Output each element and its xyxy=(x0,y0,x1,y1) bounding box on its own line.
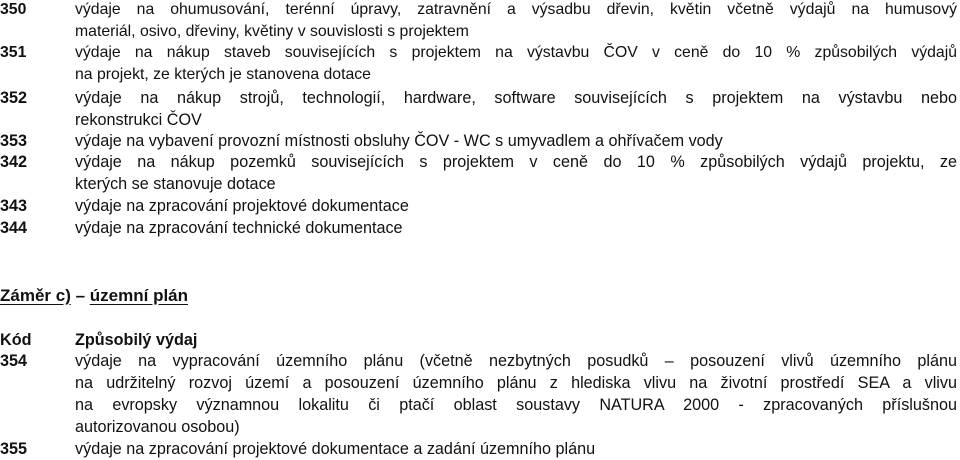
column-header-code: Kód xyxy=(0,331,32,349)
expense-code: 343 xyxy=(0,197,28,215)
description-line: na udržitelný rozvoj území a posouzení územního plánu z hlediska vlivu na životní prostředí SEA a vlivu xyxy=(75,374,957,392)
expense-description xyxy=(75,42,957,85)
expense-description xyxy=(75,438,957,460)
heading-dash: – xyxy=(70,286,90,305)
description-line: výdaje na vypracování územního plánu (včetně nezbytných posudků – posouzení vlivů územního plánu xyxy=(75,352,957,370)
description-line: výdaje na zpracování technické dokumentace xyxy=(75,219,403,237)
expense-code: 355 xyxy=(0,440,28,458)
description-line: kterých se stanovuje dotace xyxy=(75,174,276,193)
description-line: výdaje na zpracování projektové dokumentace xyxy=(75,197,409,215)
description-line: na evropsky významnou lokalitu či ptačí oblast soustavy NATURA 2000 - zpracovaných příslušnou xyxy=(75,396,957,414)
description-line: výdaje na vybavení provozní místnosti obsluhy ČOV - WC s umyvadlem a ohřívačem vody xyxy=(75,132,723,150)
section-heading xyxy=(0,285,188,307)
description-line: autorizovanou osobou) xyxy=(75,418,240,436)
expense-code: 342 xyxy=(0,153,28,171)
expense-code: 351 xyxy=(0,44,27,61)
expense-code: 354 xyxy=(0,352,28,370)
description-line: na projekt, ze kterých je stanovena dotace xyxy=(75,65,371,83)
expense-description xyxy=(75,131,957,153)
description-line: výdaje na nákup staveb souvisejících s projektem na výstavbu ČOV v ceně do 10 % způsobilých výdajů xyxy=(75,44,957,61)
expense-code: 344 xyxy=(0,219,28,237)
description-line: výdaje na nákup strojů, technologií, hardware, software souvisejících s projektem na výstavbu nebo xyxy=(75,89,957,107)
description-line: výdaje na ohumusování, terénní úpravy, zatravnění a výsadbu dřevin, květin včetně výdajů na humusový xyxy=(75,1,957,18)
description-line: výdaje na zpracování projektové dokumentace a zadání územního plánu xyxy=(75,440,596,458)
expense-code: 353 xyxy=(0,132,28,150)
description-line: výdaje na nákup pozemků souvisejících s projektem v ceně do 10 % způsobilých výdajů projektu, ze xyxy=(75,153,957,171)
expense-description xyxy=(75,152,957,195)
column-header-desc: Způsobilý výdaj xyxy=(75,331,198,349)
expense-description xyxy=(75,218,957,240)
expense-code: 352 xyxy=(0,89,28,107)
expense-description xyxy=(75,350,957,438)
expense-code: 350 xyxy=(0,1,27,18)
expense-description xyxy=(75,196,957,218)
heading-prefix: Záměr c) xyxy=(0,286,71,305)
expense-description xyxy=(75,88,957,131)
description-line: materiál, osivo, dřeviny, květiny v souvislosti s projektem xyxy=(75,22,469,40)
heading-title: územní plán xyxy=(89,286,189,305)
expense-description xyxy=(75,0,957,42)
column-header-desc-wrap xyxy=(75,329,957,351)
description-line: rekonstrukci ČOV xyxy=(75,110,202,129)
